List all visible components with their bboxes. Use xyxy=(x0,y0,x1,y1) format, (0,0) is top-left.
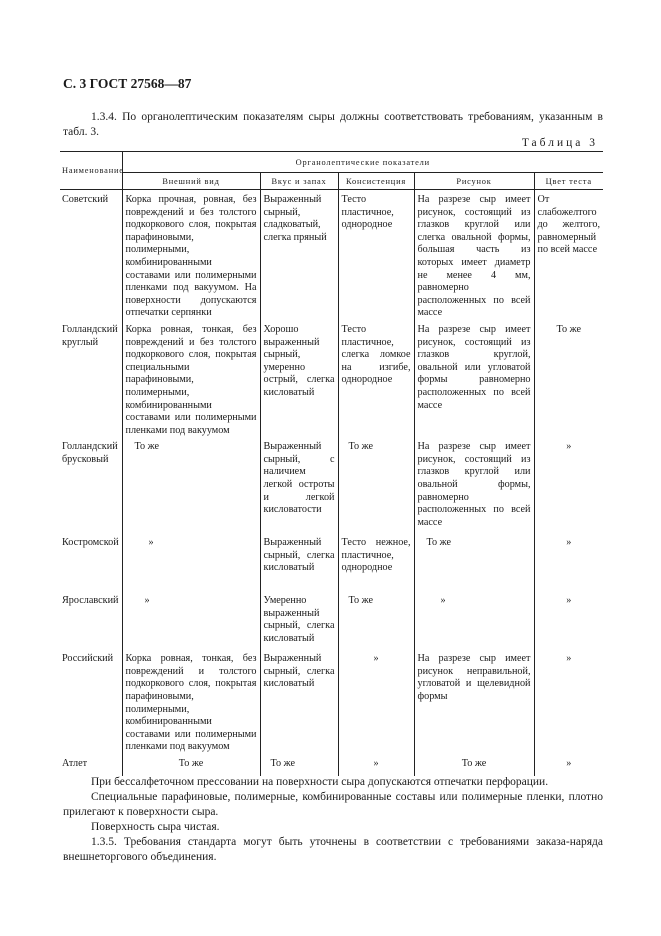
cheese-name: Советский xyxy=(62,194,109,205)
column-header-consistency: Консистенция xyxy=(338,173,414,190)
table-row xyxy=(60,437,603,533)
column-header-color: Цвет теста xyxy=(534,173,603,190)
cell-appearance: То же xyxy=(122,437,260,533)
cell-pattern: На разрезе сыр имеет рисунок неправильной, угловатой и щелевидной формы xyxy=(414,649,534,754)
cheese-name: Голландский брусковый xyxy=(62,441,118,465)
cell-pattern: » xyxy=(414,591,534,649)
intro-paragraph: 1.3.4. По органолептическим показателям сыры должны соответствовать требованиям, указанным в табл. 3. xyxy=(63,111,603,138)
cell-color: » xyxy=(534,533,603,591)
cell-color: То же xyxy=(534,320,603,437)
note-paragraph: Поверхность сыра чистая. xyxy=(91,821,220,833)
table-row xyxy=(60,591,603,649)
cell-consistency: То же xyxy=(338,591,414,649)
column-header-taste: Вкус и запах xyxy=(260,173,338,190)
cell-taste: Выраженный сырный, сладковатый, слегка пряный xyxy=(260,190,338,320)
page-header: С. 3 ГОСТ 27568—87 xyxy=(63,76,192,91)
cell-appearance: Корка прочная, ровная, без повреждений и без толстого подкоркового слоя, покрытая парафиновыми, полимерными, комбинированными составами или полимерными пленками под вакуумом. На поверхности допускаются отпечатки серпянки xyxy=(122,190,260,320)
cell-taste: Выраженный сырный, с наличием легкой остроты и легкой кисловатости xyxy=(260,437,338,533)
column-group-header: Органолептические показатели xyxy=(122,152,603,173)
cell-pattern: На разрезе сыр имеет рисунок, состоящий из глазков круглой, овальной или угловатой формы равномерно расположенных по всей массе xyxy=(414,320,534,437)
cell-appearance: То же xyxy=(122,754,260,776)
cheese-name: Российский xyxy=(62,653,114,665)
cell-color: » xyxy=(534,437,603,533)
cell-taste: Выраженный сырный, слегка кисловатый xyxy=(260,649,338,754)
cell-consistency: » xyxy=(338,754,414,776)
cell-pattern: На разрезе сыр имеет рисунок, состоящий из глазков круглой или слегка овальной формы, большая часть из которых имеет диаметр не менее 4 мм, равномерно расположенных по всей массе xyxy=(414,190,534,320)
cell-taste: Умеренно выраженный сырный, слегка кисловатый xyxy=(260,591,338,649)
note-paragraph: При бессалфеточном прессовании на поверхности сыра допускаются отпечатки перфорации. xyxy=(91,776,549,788)
organoleptic-table xyxy=(60,151,603,776)
column-header-name: Наименование xyxy=(60,152,122,190)
cell-taste: Выраженный сырный, слегка кисловатый xyxy=(260,533,338,591)
cheese-name: Атлет xyxy=(62,758,88,770)
cheese-name: Голландский круглый xyxy=(62,323,118,348)
table-row xyxy=(60,320,603,437)
table-row xyxy=(60,754,603,776)
cell-pattern: На разрезе сыр имеет рисунок, состоящий из глазков круглой или овальной формы, равномерно расположенных по всей массе xyxy=(414,437,534,533)
table-row xyxy=(60,533,603,591)
table-caption: Таблица 3 xyxy=(521,137,598,149)
note-paragraph: Специальные парафиновые, полимерные, комбинированные составы или полимерные пленки, плотно прилегают к поверхности сыра. xyxy=(63,791,603,818)
cell-consistency: Тесто пластичное, однородное xyxy=(338,190,414,320)
cell-color: » xyxy=(534,754,603,776)
cell-appearance: » xyxy=(122,533,260,591)
cheese-name: Ярославский xyxy=(62,595,119,607)
cell-taste: Хорошо выраженный сырный, умеренно острый, слегка кисловатый xyxy=(260,320,338,437)
cell-color: От слабожелтого до желтого, равномерный по всей массе xyxy=(534,190,603,320)
cheese-name: Костромской xyxy=(62,537,119,549)
cell-consistency: То же xyxy=(338,437,414,533)
cell-pattern: То же xyxy=(414,754,534,776)
table-row xyxy=(60,649,603,754)
cell-color: » xyxy=(534,591,603,649)
cell-consistency: Тесто нежное, пластичное, однородное xyxy=(338,533,414,591)
cell-consistency: Тесто пластичное, слегка ломкое на изгибе, однородное xyxy=(338,320,414,437)
cell-consistency: » xyxy=(338,649,414,754)
cell-pattern: То же xyxy=(414,533,534,591)
cell-taste: То же xyxy=(260,754,338,776)
column-header-appearance: Внешний вид xyxy=(122,173,260,190)
note-paragraph: 1.3.5. Требования стандарта могут быть уточнены в соответствии с требованиями заказа-наряда внешнеторгового объединения. xyxy=(63,836,603,863)
cell-color: » xyxy=(534,649,603,754)
column-header-pattern: Рисунок xyxy=(414,173,534,190)
notes-section xyxy=(63,775,603,865)
table-row xyxy=(60,190,603,320)
cell-appearance: » xyxy=(122,591,260,649)
cell-appearance: Корка ровная, тонкая, без повреждений и толстого подкоркового слоя, покрытая парафиновыми, полимерными, комбинированными составами или полимерными пленками под вакуумом xyxy=(122,649,260,754)
cell-appearance: Корка ровная, тонкая, без повреждений и без толстого подкоркового слоя, покрытая специальными парафиновыми, полимерными, комбинированными составами или полимерными пленками под вакуумом xyxy=(122,320,260,437)
